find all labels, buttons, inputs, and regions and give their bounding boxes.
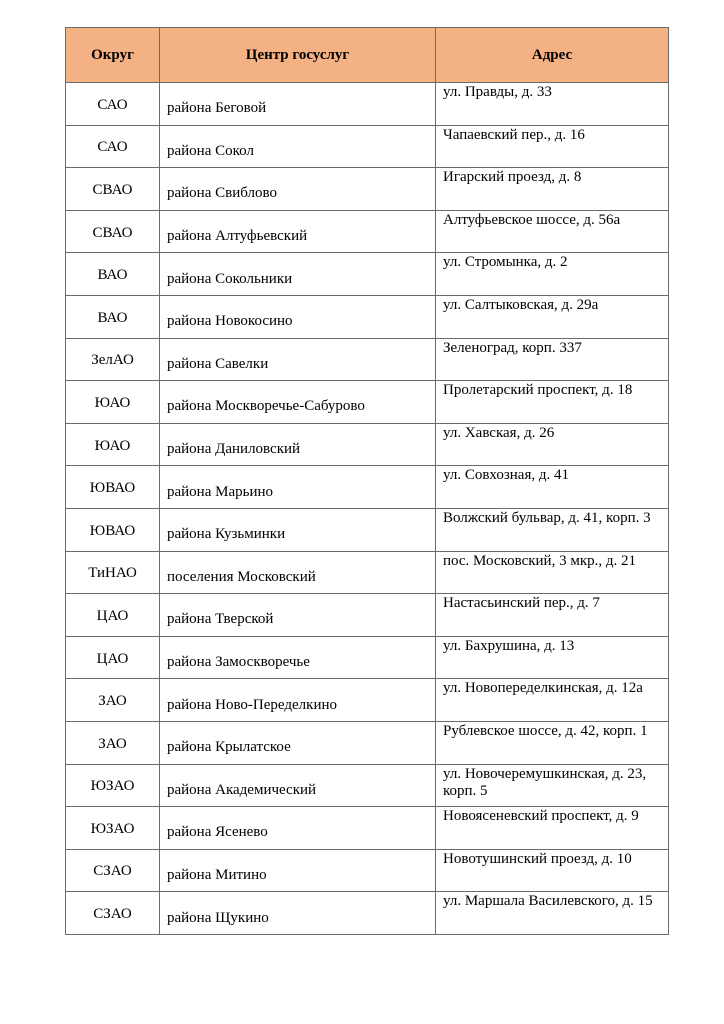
district-cell	[66, 679, 160, 722]
table-row	[66, 594, 669, 637]
district-cell	[66, 764, 160, 807]
district-cell	[66, 253, 160, 296]
address-cell-text: ул. Правды, д. 33	[443, 84, 552, 100]
address-cell	[436, 892, 669, 935]
center-name-cell-text: района Замоскворечье	[167, 654, 310, 671]
table-body	[66, 83, 669, 935]
district-cell	[66, 892, 160, 935]
address-cell-text: ул. Новочеремушкинская, д. 23, корп. 5	[443, 765, 647, 799]
district-cell-text: ЮЗАО	[90, 778, 135, 795]
address-cell	[436, 338, 669, 381]
address-cell-text: ул. Бахрушина, д. 13	[443, 637, 575, 654]
district-cell-text: СЗАО	[93, 863, 132, 880]
address-cell	[436, 594, 669, 637]
district-cell	[66, 168, 160, 211]
district-cell-text: ЮАО	[94, 394, 131, 411]
district-cell-text: ЦАО	[96, 650, 129, 667]
center-name-cell	[160, 210, 436, 253]
district-cell	[66, 636, 160, 679]
center-name-cell-text: района Щукино	[167, 909, 269, 926]
center-name-cell-text: района Тверской	[167, 611, 274, 628]
district-cell	[66, 381, 160, 424]
address-cell	[436, 807, 669, 850]
center-name-cell	[160, 721, 436, 764]
address-cell-text: ул. Стромынка, д. 2	[443, 254, 568, 271]
table-row	[66, 381, 669, 424]
center-name-cell	[160, 295, 436, 338]
district-cell	[66, 423, 160, 466]
district-cell	[66, 338, 160, 381]
address-cell	[436, 508, 669, 551]
center-name-cell	[160, 466, 436, 509]
address-cell-text: ул. Совхозная, д. 41	[443, 467, 569, 484]
table-row	[66, 807, 669, 850]
center-name-cell	[160, 253, 436, 296]
address-cell-text: Новоясеневский проспект, д. 9	[443, 808, 639, 825]
district-cell	[66, 295, 160, 338]
district-cell	[66, 594, 160, 637]
table-row	[66, 253, 669, 296]
address-cell	[436, 849, 669, 892]
center-name-cell	[160, 338, 436, 381]
district-cell	[66, 807, 160, 850]
table-row	[66, 423, 669, 466]
table-row	[66, 210, 669, 253]
center-name-cell-text: района Беговой	[167, 100, 267, 117]
center-name-cell-text: района Алтуфьевский	[167, 228, 308, 245]
table-row	[66, 168, 669, 211]
district-cell	[66, 508, 160, 551]
district-cell-text: ТиНАО	[88, 565, 137, 582]
table-row	[66, 338, 669, 381]
table-row	[66, 764, 669, 807]
address-cell	[436, 125, 669, 168]
address-cell-text: Чапаевский пер., д. 16	[443, 126, 585, 143]
center-name-cell	[160, 381, 436, 424]
district-cell	[66, 83, 160, 126]
table-header-row	[66, 28, 669, 83]
district-cell-text: СЗАО	[93, 906, 132, 923]
district-cell	[66, 125, 160, 168]
center-name-cell-text: района Академический	[167, 781, 317, 798]
address-cell-text: Новотушинский проезд, д. 10	[443, 850, 632, 867]
district-cell	[66, 721, 160, 764]
district-cell-text: ЮАО	[94, 437, 131, 454]
center-name-cell-text: района Кузьминки	[167, 526, 286, 543]
center-name-cell-text: района Свиблово	[167, 185, 277, 202]
address-cell	[436, 295, 669, 338]
district-cell-text: ЮВАО	[89, 522, 136, 539]
header-center: Центр госуслуг	[160, 28, 436, 83]
center-name-cell	[160, 508, 436, 551]
center-name-cell	[160, 168, 436, 211]
district-cell-text: ВАО	[97, 267, 128, 284]
center-name-cell-text: района Новокосино	[167, 313, 293, 330]
center-name-cell-text: района Митино	[167, 866, 267, 883]
district-cell-text: СВАО	[92, 181, 133, 198]
table-row	[66, 508, 669, 551]
address-cell-text: ул. Маршала Василевского, д. 15	[443, 893, 653, 910]
center-name-cell-text: района Савелки	[167, 355, 269, 372]
address-cell-text: ул. Салтыковская, д. 29а	[443, 296, 599, 313]
center-name-cell-text: района Марьино	[167, 483, 274, 500]
district-cell-text: ЮВАО	[89, 480, 136, 497]
address-cell	[436, 721, 669, 764]
center-name-cell	[160, 636, 436, 679]
address-cell-text: ул. Хавская, д. 26	[443, 424, 555, 441]
header-address: Адрес	[436, 28, 669, 83]
district-cell-text: ВАО	[97, 309, 128, 326]
address-cell-text: Зеленоград, корп. 337	[443, 339, 582, 356]
district-cell	[66, 466, 160, 509]
address-cell	[436, 381, 669, 424]
address-cell	[436, 423, 669, 466]
table-row	[66, 551, 669, 594]
public-services-centers-table	[65, 27, 669, 935]
header-district: Округ	[66, 28, 160, 83]
center-name-cell	[160, 679, 436, 722]
center-name-cell-text: района Даниловский	[167, 441, 301, 458]
district-cell-text: САО	[97, 96, 128, 113]
address-cell	[436, 551, 669, 594]
address-cell-text: Алтуфьевское шоссе, д. 56а	[443, 211, 621, 228]
center-name-cell-text: района Сокол	[167, 142, 254, 159]
table-row	[66, 679, 669, 722]
address-cell	[436, 636, 669, 679]
center-name-cell	[160, 764, 436, 807]
district-cell-text: САО	[97, 139, 128, 156]
address-cell	[436, 679, 669, 722]
address-cell-text: Рублевское шоссе, д. 42, корп. 1	[443, 722, 648, 739]
address-cell	[436, 210, 669, 253]
center-name-cell	[160, 83, 436, 126]
address-cell-text: Пролетарский проспект, д. 18	[443, 382, 633, 399]
center-name-cell	[160, 125, 436, 168]
address-cell	[436, 168, 669, 211]
address-cell-text: Игарский проезд, д. 8	[443, 169, 582, 186]
district-cell-text: СВАО	[92, 224, 133, 241]
address-cell	[436, 466, 669, 509]
table-row	[66, 125, 669, 168]
district-cell	[66, 551, 160, 594]
table-row	[66, 892, 669, 935]
address-cell-text: Волжский бульвар, д. 41, корп. 3	[443, 509, 651, 526]
center-name-cell	[160, 551, 436, 594]
address-cell	[436, 764, 669, 807]
center-name-cell-text: района Ясенево	[167, 824, 268, 841]
address-cell	[436, 253, 669, 296]
table-row	[66, 721, 669, 764]
district-cell-text: ЦАО	[96, 607, 129, 624]
table-row	[66, 83, 669, 126]
address-cell-text: Настасьинский пер., д. 7	[443, 595, 600, 612]
center-name-cell	[160, 423, 436, 466]
table-row	[66, 849, 669, 892]
center-name-cell	[160, 594, 436, 637]
center-name-cell-text: поселения Московский	[167, 568, 316, 585]
table-row	[66, 466, 669, 509]
center-name-cell-text: района Сокольники	[167, 270, 293, 287]
center-name-cell-text: района Ново-Переделкино	[167, 696, 337, 713]
district-cell	[66, 849, 160, 892]
center-name-cell	[160, 849, 436, 892]
center-name-cell	[160, 892, 436, 935]
district-cell-text: ЗАО	[98, 693, 127, 710]
center-name-cell	[160, 807, 436, 850]
address-cell-text: пос. Московский, 3 мкр., д. 21	[443, 552, 636, 569]
address-cell-text: ул. Новопеределкинская, д. 12а	[443, 680, 643, 697]
center-name-cell-text: района Москворечье-Сабурово	[167, 398, 365, 415]
district-cell-text: ЮЗАО	[90, 820, 135, 837]
district-cell-text: ЗАО	[98, 735, 127, 752]
table-row	[66, 295, 669, 338]
district-cell-text: ЗелАО	[91, 352, 134, 369]
center-name-cell-text: района Крылатское	[167, 739, 291, 756]
address-cell	[436, 83, 669, 126]
district-cell	[66, 210, 160, 253]
table-row	[66, 636, 669, 679]
